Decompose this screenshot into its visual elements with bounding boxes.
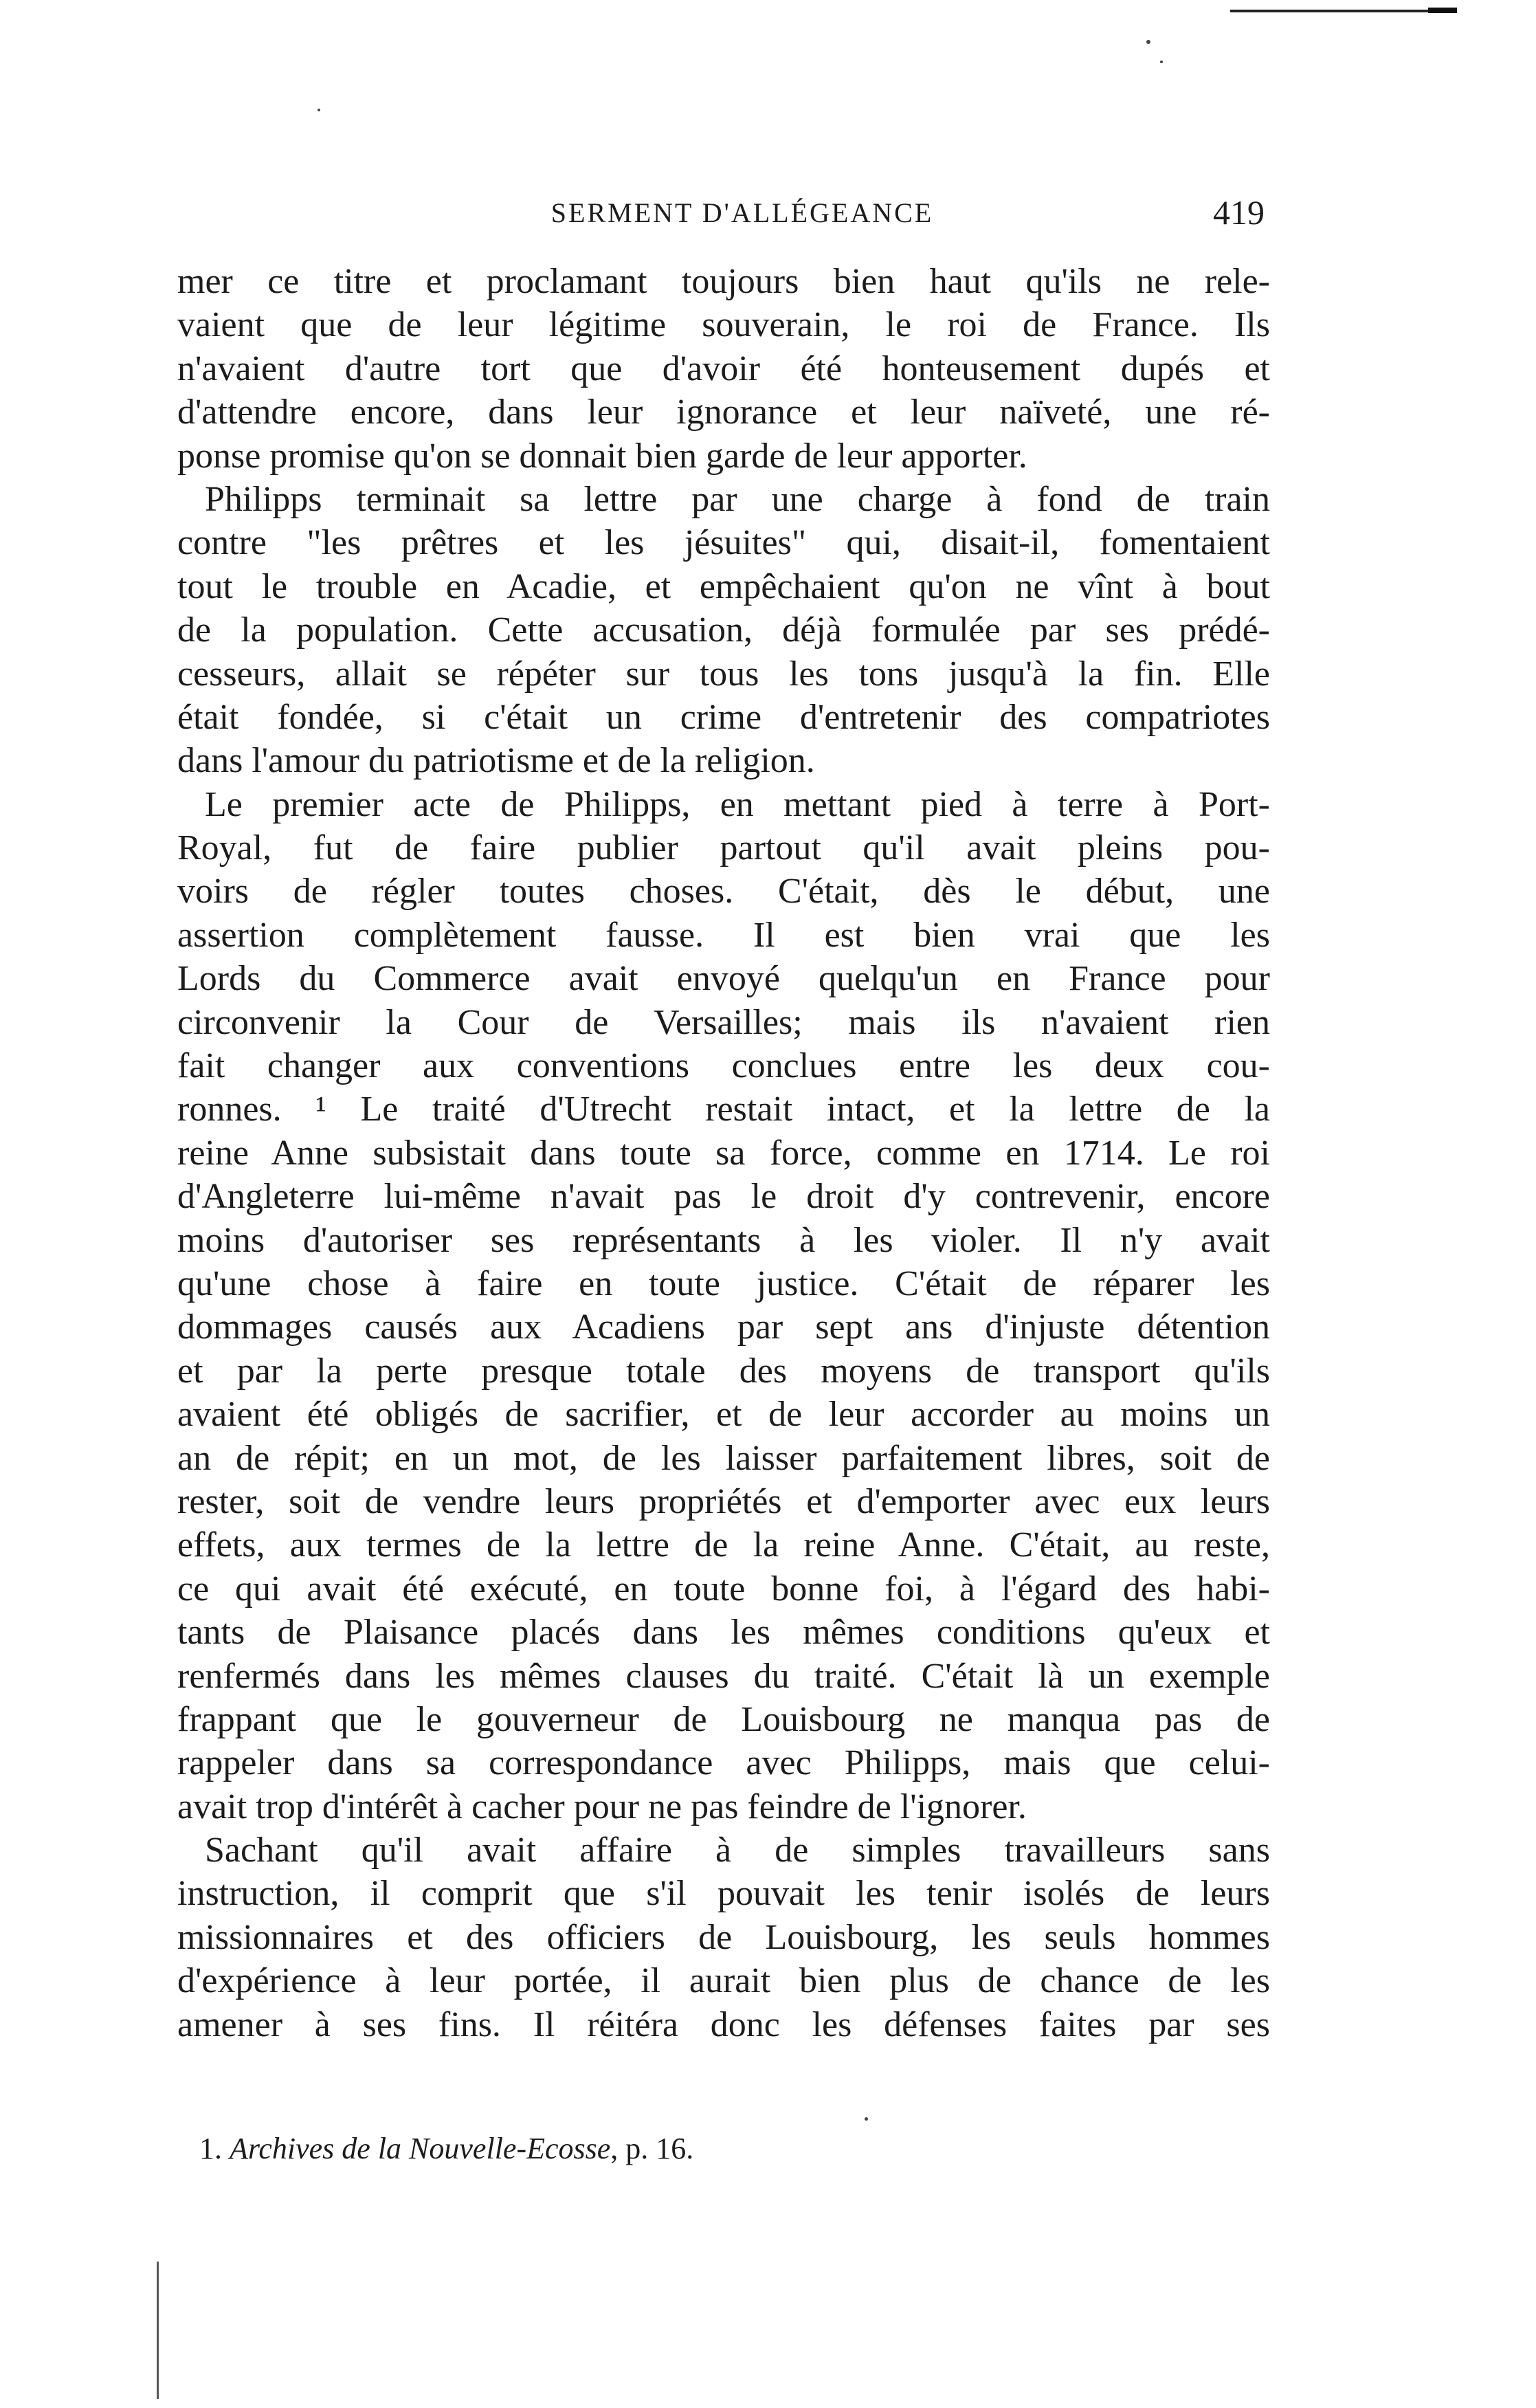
text-line: Philipps terminait sa lettre par une charge à fond de train: [205, 479, 1270, 519]
text-line: ce qui avait été exécuté, en toute bonne foi, à l'égard des habi-: [177, 1569, 1270, 1609]
scan-speck: [1146, 40, 1150, 44]
text-line: mer ce titre et proclamant toujours bien haut qu'ils ne rele-: [177, 262, 1270, 301]
text-line: contre "les prêtres et les jésuites" qui, disait-il, fomentaient: [177, 523, 1270, 563]
text-line: frappant que le gouverneur de Louisbourg ne manqua pas de: [177, 1699, 1270, 1739]
text-line: et par la perte presque totale des moyens de transport qu'ils: [177, 1351, 1270, 1391]
text-line: Royal, fut de faire publier partout qu'il avait pleins pou-: [177, 828, 1270, 868]
text-line: d'Angleterre lui-même n'avait pas le droit d'y contrevenir, encore: [177, 1177, 1270, 1217]
text-line: circonvenir la Cour de Versailles; mais ils n'avaient rien: [177, 1002, 1270, 1042]
footnote: [199, 2131, 693, 2166]
page-edge-shadow: [157, 2262, 159, 2399]
text-line: qu'une chose à faire en toute justice. C'était de réparer les: [177, 1263, 1270, 1303]
text-line: cesseurs, allait se répéter sur tous les tons jusqu'à la fin. Elle: [177, 654, 1270, 694]
text-line: rester, soit de vendre leurs propriétés et d'emporter avec eux leurs: [177, 1481, 1270, 1521]
text-line: instruction, il comprit que s'il pouvait les tenir isolés de leurs: [177, 1874, 1270, 1914]
text-line: était fondée, si c'était un crime d'entretenir des compatriotes: [177, 697, 1270, 737]
text-line: reine Anne subsistait dans toute sa force, comme en 1714. Le roi: [177, 1133, 1270, 1173]
text-line: tants de Plaisance placés dans les mêmes conditions qu'eux et: [177, 1613, 1270, 1653]
text-line: assertion complètement fausse. Il est bien vrai que les: [177, 915, 1270, 955]
text-line: rappeler dans sa correspondance avec Philipps, mais que celui-: [177, 1743, 1270, 1783]
text-line: voirs de régler toutes choses. C'était, dès le début, une: [177, 872, 1270, 912]
scan-speck: [865, 2117, 868, 2121]
footnote-marker: 1.: [199, 2132, 222, 2165]
text-line: ronnes. ¹ Le traité d'Utrecht restait intact, et la lettre de la: [177, 1090, 1270, 1129]
text-line: dommages causés aux Acadiens par sept ans d'injuste détention: [177, 1307, 1270, 1347]
text-line: Sachant qu'il avait affaire à de simples travailleurs sans: [205, 1831, 1270, 1870]
text-line: avaient été obligés de sacrifier, et de leur accorder au moins un: [177, 1395, 1270, 1435]
text-line: ponse promise qu'on se donnait bien garde de leur apporter.: [177, 436, 1027, 476]
text-line: Lords du Commerce avait envoyé quelqu'un en France pour: [177, 959, 1270, 999]
text-line: Le premier acte de Philipps, en mettant pied à terre à Port-: [205, 784, 1270, 824]
text-line: effets, aux termes de la lettre de la reine Anne. C'était, au reste,: [177, 1525, 1270, 1565]
top-edge-rule: [1230, 10, 1457, 12]
footnote-source: Archives de la Nouvelle-Ecosse: [230, 2132, 611, 2165]
text-line: fait changer aux conventions conclues entre les deux cou-: [177, 1046, 1270, 1086]
text-line: avait trop d'intérêt à cacher pour ne pas feindre de l'ignorer.: [177, 1787, 1027, 1826]
page-header: [192, 192, 1265, 241]
footnote-page-ref: , p. 16.: [610, 2132, 694, 2165]
text-line: missionnaires et des officiers de Louisbourg, les seuls hommes: [177, 1917, 1270, 1957]
text-line: renfermés dans les mêmes clauses du traité. C'était là un exemple: [177, 1656, 1270, 1696]
text-line: d'attendre encore, dans leur ignorance et leur naïveté, une ré-: [177, 393, 1270, 432]
text-line: dans l'amour du patriotisme et de la religion.: [177, 741, 815, 781]
text-line: d'expérience à leur portée, il aurait bien plus de chance de les: [177, 1961, 1270, 2001]
scan-speck: [318, 109, 320, 111]
page-number: 419: [1213, 193, 1265, 232]
text-line: vaient que de leur légitime souverain, le roi de France. Ils: [177, 305, 1270, 345]
text-line: n'avaient d'autre tort que d'avoir été honteusement dupés et: [177, 349, 1270, 388]
text-line: an de répit; en un mot, de les laisser parfaitement libres, soit de: [177, 1438, 1270, 1478]
text-line: amener à ses fins. Il réitéra donc les défenses faites par ses: [177, 2004, 1270, 2044]
body-text: [177, 260, 1270, 2046]
text-line: de la population. Cette accusation, déjà formulée par ses prédé-: [177, 610, 1270, 650]
running-head: SERMENT D'ALLÉGEANCE: [550, 197, 934, 228]
text-line: tout le trouble en Acadie, et empêchaient qu'on ne vînt à bout: [177, 566, 1270, 606]
text-line: moins d'autoriser ses représentants à les violer. Il n'y avait: [177, 1220, 1270, 1260]
scan-speck: [1160, 60, 1163, 63]
